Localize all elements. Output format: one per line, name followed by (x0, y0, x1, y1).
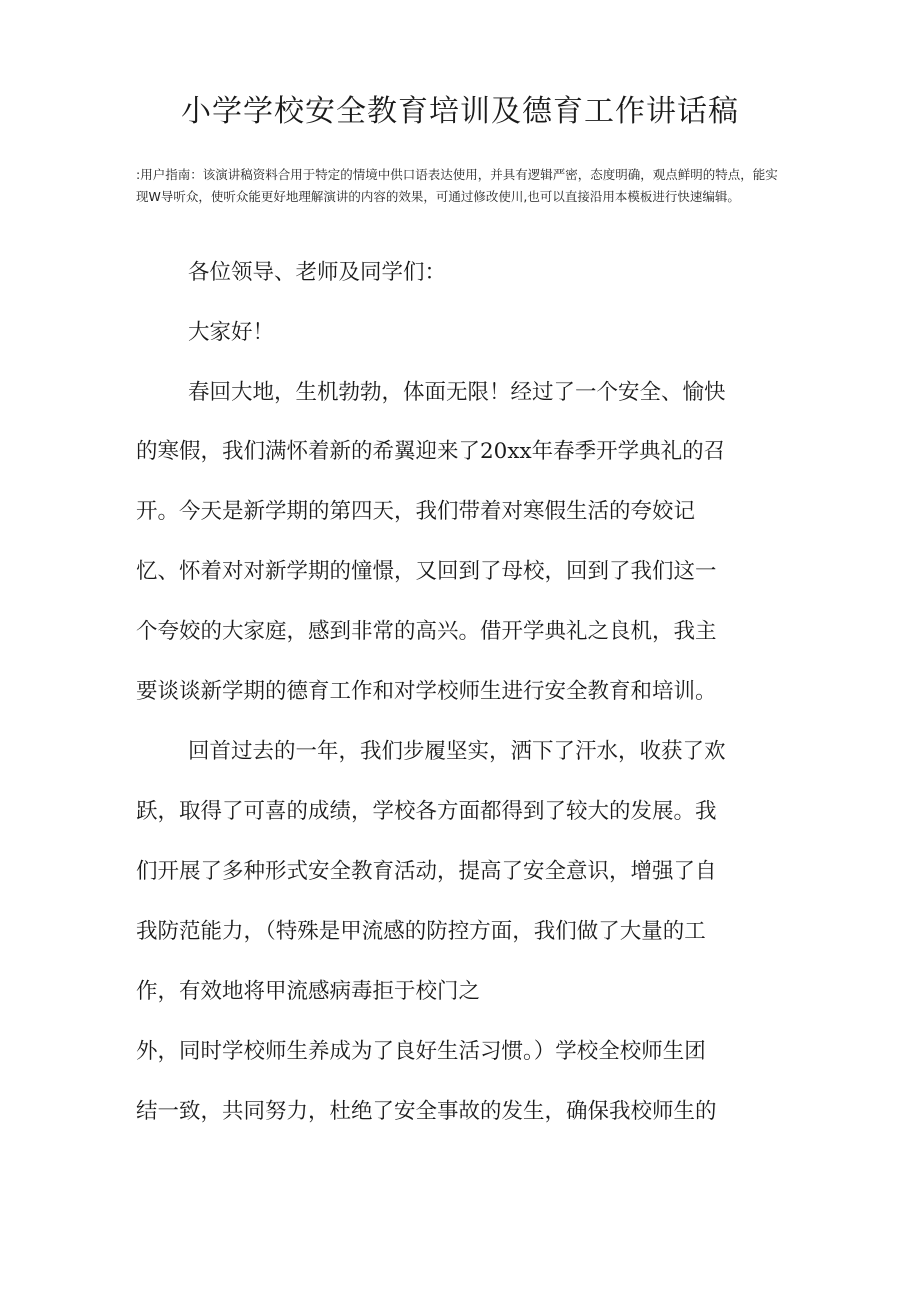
paragraph-line: 外，同时学校师生养成为了良好生活习惯。）学校全校师生团 (136, 1039, 706, 1064)
paragraph-line: 跃，取得了可喜的成绩，学校各方面都得到了较大的发展。我 (136, 799, 717, 824)
paragraph-line: 回首过去的一年，我们步履坚实，洒下了汗水，收获了欢 (188, 739, 726, 764)
paragraph-line: 的寒假，我们满怀着新的希翼迎来了20xx年春季开学典礼的召 (136, 439, 726, 464)
greeting: 大家好！ (188, 320, 275, 345)
paragraph-line: 个夸姣的大家庭，感到非常的高兴。借开学典礼之良机，我主 (136, 619, 717, 644)
paragraph-line: 忆、怀着对对新学期的憧憬，又回到了母校，回到了我们这一 (136, 559, 717, 584)
salutation: 各位领导、老师及同学们： (188, 260, 447, 285)
document-title: 小学学校安全教育培训及德育工作讲话稿 (181, 94, 739, 129)
paragraph-line: 春回大地，生机勃勃，体面无限！经过了一个安全、愉快 (188, 380, 726, 405)
paragraph-line: 要谈谈新学期的德育工作和对学校师生进行安全教育和培训。 (136, 679, 717, 704)
paragraph-line: 作，有效地将甲流感病毒拒于校门之 (136, 979, 481, 1004)
paragraph-line: 结一致，共同努力，杜绝了安全事故的发生，确保我校师生的 (136, 1099, 717, 1124)
paragraph-line: 我防范能力，（特殊是甲流感的防控方面，我们做了大量的工 (136, 919, 706, 944)
user-guide-note: :用户指南：该演讲稿资料合用于特定的情境中供口语表达使用，并具有逻辑严密，态度明确，观点鲜明的特点，能实现W导听众，使听众能更好地理解演讲的内容的效果，可通过修改使川,也可以直接沿用本模板进行快速编辑。 (136, 167, 778, 204)
paragraph-line: 开。今天是新学期的第四天，我们带着对寒假生活的夸姣记 (136, 499, 696, 524)
paragraph-line: 们开展了多种形式安全教育活动，提高了安全意识，增强了自 (136, 859, 717, 884)
